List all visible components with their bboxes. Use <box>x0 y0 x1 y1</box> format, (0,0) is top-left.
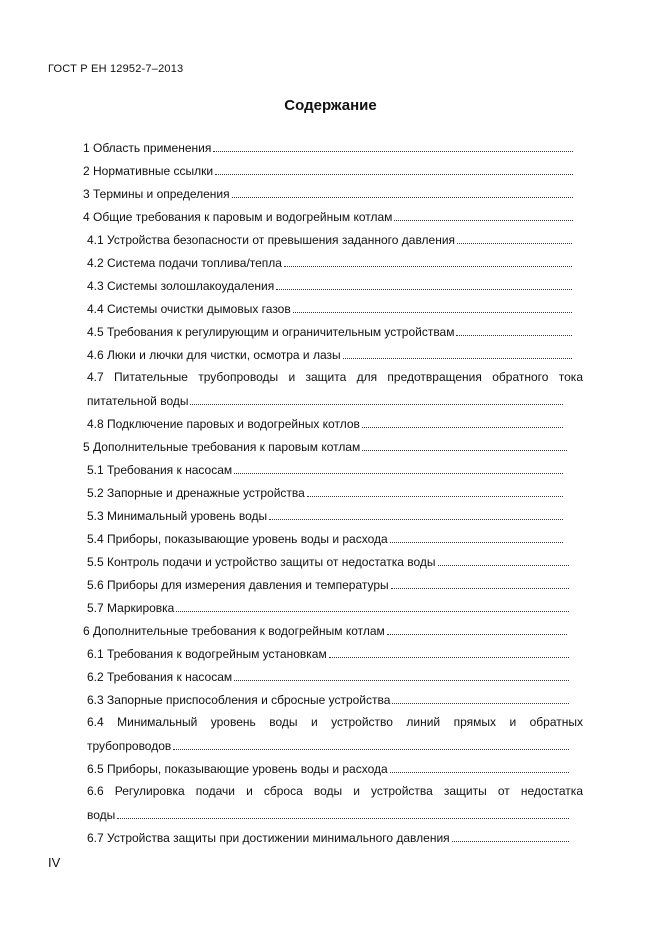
toc-entry[interactable] <box>83 184 573 202</box>
toc-entry-title: 5 Дополнительные требования к паровым котлам <box>83 440 361 454</box>
toc-entry-title: 6.5 Приборы, показывающие уровень воды и расхода <box>87 762 388 776</box>
toc-entry-title: 2 Нормативные ссылки <box>83 164 214 178</box>
toc-entry[interactable] <box>87 805 569 823</box>
toc-entry-title: 3 Термины и определения <box>83 187 230 201</box>
toc-entry[interactable] <box>87 276 572 294</box>
toc-leader-dots <box>362 437 567 451</box>
toc-entry-title: 4.4 Системы очистки дымовых газов <box>87 302 291 316</box>
toc-entry-title: 5.5 Контроль подачи и устройство защиты от недостатка воды <box>87 555 436 569</box>
toc-entry[interactable] <box>87 483 563 501</box>
toc-leader-dots <box>190 391 563 405</box>
toc-leader-dots <box>215 161 573 175</box>
toc-leader-dots <box>213 138 573 152</box>
toc-entry-title: 4.2 Система подачи топлива/тепла <box>87 256 282 270</box>
toc-entry-title: 4.3 Системы золошлакоудаления <box>87 279 275 293</box>
toc-leader-dots <box>307 483 563 497</box>
toc-leader-dots <box>390 529 563 543</box>
toc-entry-title: 4.6 Люки и лючки для чистки, осмотра и лазы <box>87 348 341 362</box>
toc-leader-dots <box>234 667 569 681</box>
toc-entry[interactable] <box>83 207 573 225</box>
page-title: Содержание <box>284 97 377 114</box>
toc-leader-dots <box>438 552 569 566</box>
toc-entry[interactable] <box>87 414 563 432</box>
toc-leader-dots <box>343 345 572 359</box>
toc-leader-dots <box>362 414 563 428</box>
toc-entry[interactable]: 6.4 Минимальный уровень воды и устройство линий прямых и обратных <box>87 715 583 729</box>
toc-leader-dots <box>293 299 572 313</box>
toc-entry[interactable] <box>87 253 572 271</box>
toc-entry-title: трубопроводов <box>87 739 172 753</box>
toc-entry-title: 4.8 Подключение паровых и водогрейных котлов <box>87 417 360 431</box>
toc-entry[interactable] <box>87 667 569 685</box>
toc-entry[interactable] <box>87 828 569 846</box>
toc-leader-dots <box>394 207 573 221</box>
toc-entry-title: 5.1 Требования к насосам <box>87 463 233 477</box>
toc-entry[interactable] <box>87 736 569 754</box>
toc-entry-title: 4.5 Требования к регулирующим и ограничительным устройствам <box>87 325 455 339</box>
toc-entry-title: 5.4 Приборы, показывающие уровень воды и расхода <box>87 532 388 546</box>
toc-leader-dots <box>269 506 563 520</box>
toc-entry-title: 6 Дополнительные требования к водогрейным котлам <box>83 624 385 638</box>
toc-entry[interactable] <box>83 138 573 156</box>
toc-entry-title: 1 Область применения <box>83 141 212 155</box>
toc-entry[interactable] <box>87 552 569 570</box>
toc-leader-dots <box>117 805 569 819</box>
toc-leader-dots <box>173 736 569 750</box>
toc-leader-dots <box>457 230 572 244</box>
toc-entry[interactable] <box>87 460 563 478</box>
page-number: IV <box>48 855 61 870</box>
toc-entry-title: 5.6 Приборы для измерения давления и температуры <box>87 578 389 592</box>
toc-leader-dots <box>176 598 569 612</box>
toc-leader-dots <box>456 322 572 336</box>
toc-entry-title: 6.7 Устройства защиты при достижении минимального давления <box>87 831 450 845</box>
toc-entry-title: 4.1 Устройства безопасности от превышения заданного давления <box>87 233 456 247</box>
toc-entry-title: 5.2 Запорные и дренажные устройства <box>87 486 305 500</box>
toc-entry[interactable] <box>87 230 572 248</box>
toc-entry[interactable] <box>87 759 569 777</box>
toc-leader-dots <box>392 690 569 704</box>
toc-entry[interactable] <box>83 161 573 179</box>
toc-entry[interactable] <box>87 598 569 616</box>
toc-entry[interactable] <box>87 575 569 593</box>
toc-entry[interactable] <box>87 529 563 547</box>
toc-leader-dots <box>329 644 569 658</box>
toc-entry[interactable] <box>83 437 567 455</box>
toc-entry[interactable] <box>87 506 563 524</box>
toc-entry-title: воды <box>87 808 116 822</box>
toc-entry[interactable] <box>87 690 569 708</box>
toc-entry-title: 5.7 Маркировка <box>87 601 175 615</box>
toc-leader-dots <box>391 575 569 589</box>
toc-leader-dots <box>387 621 567 635</box>
document-code: ГОСТ Р ЕН 12952-7–2013 <box>48 63 184 75</box>
toc-entry[interactable] <box>83 621 567 639</box>
toc-entry[interactable]: 6.6 Регулировка подачи и сброса воды и устройства защиты от недостатка <box>87 784 583 798</box>
toc-entry-title: 6.3 Запорные приспособления и сбросные устройства <box>87 693 391 707</box>
toc-leader-dots <box>390 759 569 773</box>
toc-entry[interactable] <box>87 299 572 317</box>
toc-leader-dots <box>234 460 563 474</box>
toc-entry[interactable] <box>87 644 569 662</box>
toc-entry[interactable] <box>87 322 572 340</box>
toc-leader-dots <box>232 184 573 198</box>
toc-entry[interactable] <box>87 391 563 409</box>
toc-entry-title: 6.2 Требования к насосам <box>87 670 233 684</box>
toc-leader-dots <box>284 253 572 267</box>
toc-entry[interactable] <box>87 345 572 363</box>
toc-leader-dots <box>452 828 569 842</box>
toc-entry-title: 5.3 Минимальный уровень воды <box>87 509 268 523</box>
toc-entry[interactable]: 4.7 Питательные трубопроводы и защита для предотвращения обратного тока <box>87 370 583 384</box>
toc-entry-title: 6.1 Требования к водогрейным установкам <box>87 647 327 661</box>
toc-entry-title: 4 Общие требования к паровым и водогрейным котлам <box>83 210 393 224</box>
toc-leader-dots <box>276 276 572 290</box>
toc-entry-title: питательной воды <box>87 394 189 408</box>
